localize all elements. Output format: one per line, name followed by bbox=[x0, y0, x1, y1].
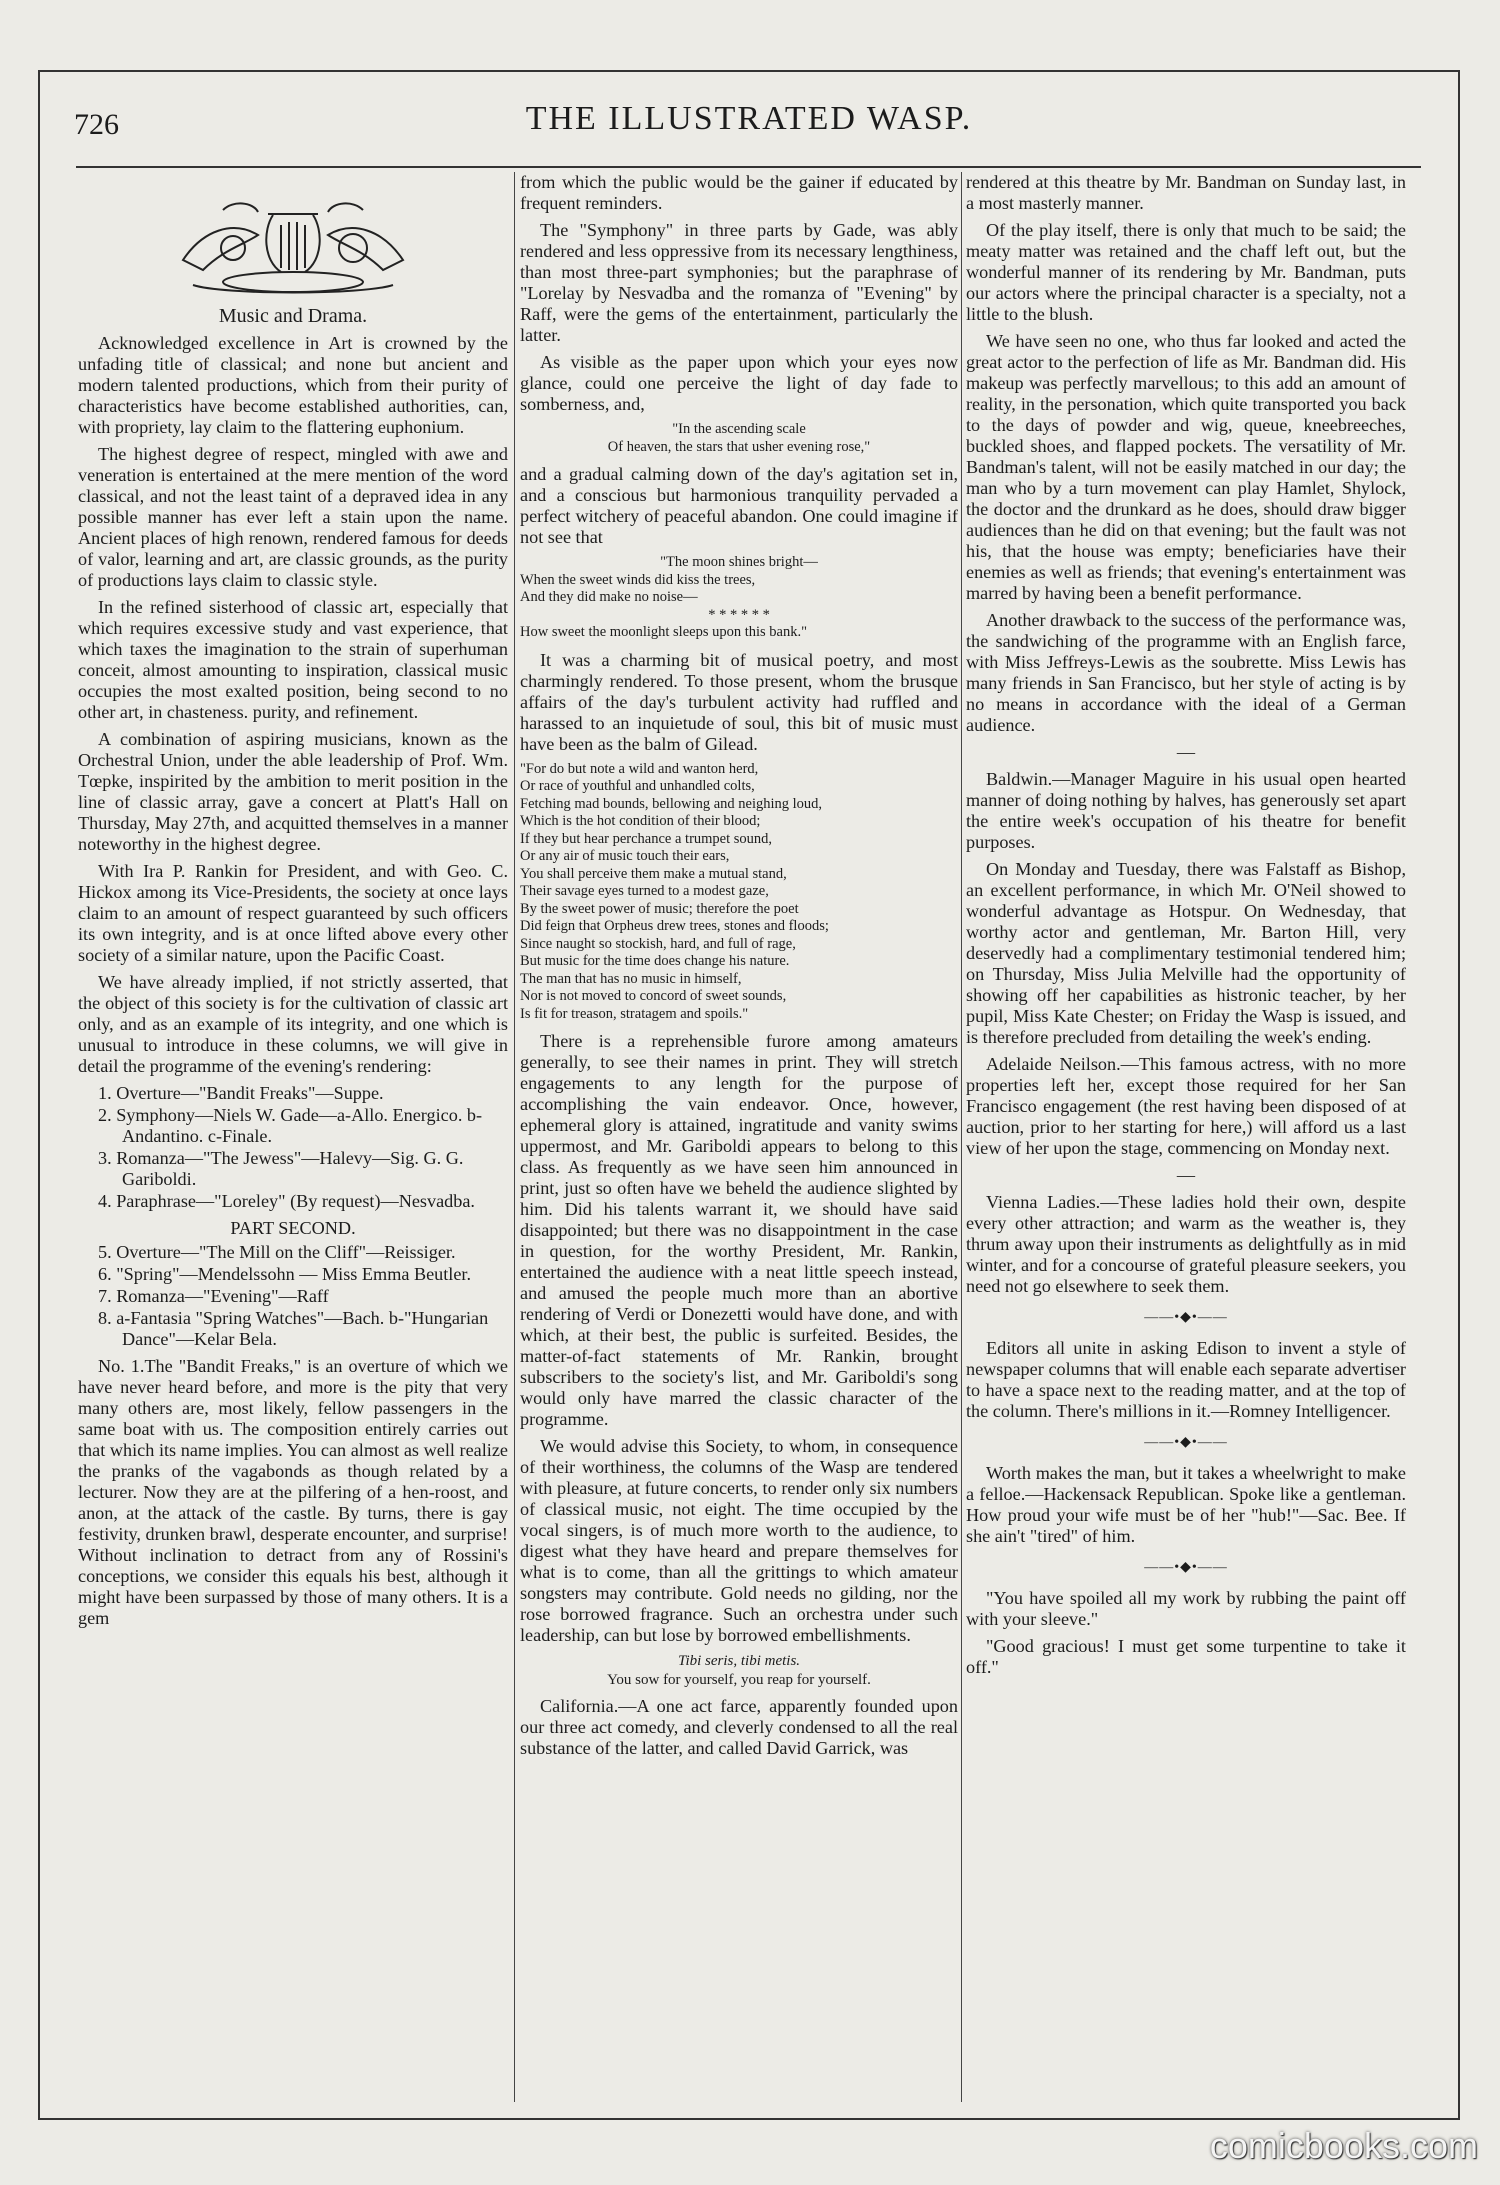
paragraph: Worth makes the man, but it takes a wheelwright to make a felloe.—Hackensack Republican. Spoke like a gentleman. How proud your wife must be of her "hub!"—Sac. Bee. If she ain't "tired" of him. bbox=[966, 1463, 1406, 1546]
programme-item: 8. a-Fantasia "Spring Watches"—Bach. b-"Hungarian Dance"—Kelar Bela. bbox=[98, 1308, 489, 1349]
paragraph: "You have spoiled all my work by rubbing the paint off with your sleeve." bbox=[966, 1588, 1406, 1629]
paragraph: We would advise this Society, to whom, in consequence of their worthiness, the columns of the Wasp are tendered with pleasure, at future concerts, to render only six numbers of classical music, not eight. The time occupied by the vocal singers, is of much more worth to the audience, to digest what they have heard and prepare themselves for what is to come, than all the grittings to which amateur songsters may contribute. Gold needs no gilding, nor the rose borrowed fragrance. Such an orchestra under such leadership, can but lose by borrowed embellishments. bbox=[520, 1436, 958, 1645]
paragraph: A combination of aspiring musicians, known as the Orchestral Union, under the able leadership of Prof. Wm. Tœpke, inspirited by the ambition to merit position in the line of classic array, gave a concert at Platt's Hall on Thursday, May 27th, and acquitted themselves in a manner noteworthy in the highest degree. bbox=[78, 729, 508, 854]
page-number: 726 bbox=[74, 108, 119, 141]
column-3 bbox=[966, 172, 1406, 2102]
paragraph: The "Symphony" in three parts by Gade, was ably rendered and less oppressive from its necessary lengthiness, than most three-part symphonies; but the paraphrase of "Lorelay by Nesvadba and the romanza of "Evening" by Raff, were the gems of the entertainment, particularly the latter. bbox=[520, 220, 958, 345]
paragraph: We have already implied, if not strictly asserted, that the object of this society is for the cultivation of classic art only, and as an example of its integrity, and one which is unusual to introduce in these columns, we will give in detail the programme of the evening's rendering: bbox=[78, 972, 508, 1076]
quote-line: Since naught so stockish, hard, and full of rage, bbox=[520, 935, 796, 952]
ornamental-rule: ——•◆•—— bbox=[1144, 1310, 1228, 1325]
watermark-logo: comicbooks.com bbox=[1209, 2125, 1478, 2166]
quote-line: Or race of youthful and unhandled colts, bbox=[520, 778, 755, 794]
quote-line: "In the ascending scale bbox=[672, 421, 806, 437]
paragraph: We have seen no one, who thus far looked and acted the great actor to the perfection of life as Mr. Bandman did. His makeup was perfectly marvellous; to this add an amount of reality, in the personation, which quite transported you back to the days of powder and wig, queue, kneebreeches, buckled shoes, and flapped pockets. The versatility of Mr. Bandman's talent, will not be easily matched in our day; the man who by a turn movement can play Hamlet, Shylock, the doctor and the drunkard as he does, should draw bigger audiences than he did on that evening; but the fault was not his, that the house was empty; beneficiaries have their enemies as well as friends; that evening's entertainment was marred by having been a benefit performance. bbox=[966, 331, 1406, 603]
programme-item: 6. "Spring"—Mendelssohn — Miss Emma Beutler. bbox=[98, 1264, 472, 1284]
quote-line: If they but hear perchance a trumpet sound, bbox=[520, 830, 773, 847]
quotation bbox=[520, 554, 958, 642]
column-2 bbox=[520, 172, 958, 2102]
quote-line: Is fit for treason, stratagem and spoils." bbox=[520, 1005, 749, 1022]
paragraph: Acknowledged excellence in Art is crowned by the unfading title of classical; and none but ancient and modern talented productions, which from their purity of characteristics have become established authorities, can, with propriety, lay claim to the flattering euphonium. bbox=[78, 333, 508, 437]
programme-item: 2. Symphony—Niels W. Gade—a-Allo. Energico. b-Andantino. c-Finale. bbox=[98, 1105, 483, 1146]
quote-line: But music for the time does change his nature. bbox=[520, 953, 790, 969]
quote-line: The man that has no music in himself, bbox=[520, 970, 742, 987]
paragraph: Editors all unite in asking Edison to invent a style of newspaper columns that will enable each separate advertiser to have a space next to the reading matter, and at the top of the column. There's millions in it.—Romney Intelligencer. bbox=[966, 1338, 1406, 1421]
programme-item: 4. Paraphrase—"Loreley" (By request)—Nesvadba. bbox=[98, 1191, 475, 1211]
separator-dash: — bbox=[1176, 742, 1196, 762]
quote-line: Did feign that Orpheus drew trees, stones and floods; bbox=[520, 918, 829, 934]
programme-list bbox=[78, 1242, 508, 1350]
programme-list bbox=[78, 1083, 508, 1212]
motto-latin: Tibi seris, tibi metis. bbox=[677, 1653, 801, 1669]
column-1 bbox=[78, 172, 508, 2102]
paragraph: Adelaide Neilson.—This famous actress, with no more properties left her, except those required for her San Francisco engagement (the rest having been disposed of at auction, prior to her starting for here,) will afford us a last view of her upon the stage, commencing on Monday next. bbox=[966, 1054, 1406, 1158]
separator-dash: — bbox=[1176, 1165, 1196, 1185]
programme-item: 5. Overture—"The Mill on the Cliff"—Reissiger. bbox=[98, 1242, 456, 1262]
column-divider bbox=[514, 172, 515, 2102]
quote-line: You shall perceive them make a mutual stand, bbox=[520, 865, 787, 882]
page-header bbox=[38, 100, 1460, 148]
paragraph: It was a charming bit of musical poetry, and most charmingly rendered. To those present, whom the brusque affairs of the day's turbulent activity had ruffled and harassed to an inquietude of soul, this bit of music must have been as the balm of Gilead. bbox=[520, 649, 958, 754]
ornamental-rule: ——•◆•—— bbox=[1144, 1435, 1228, 1450]
paragraph: There is a reprehensible furore among amateurs generally, to see their names in print. They will stretch engagements to any length for the purpose of accomplishing the vain endeavor. Once, however, ephemeral glory is attained, ingratitude and vanity swims uppermost, and Mr. Gariboldi appears to belong to this class. As frequently as we have seen him announced in print, just so often have we beheld the audience slighted by him. Did his talents warrant it, we should have said disappointed; but there was no disappointment in the case in question, for the worthy President, Mr. Rankin, entertained the audience with a neat little speech instead, and amused the people much more than an abortive rendering of Verdi or Donezetti would have done, and with which, at their best, the public is surfeited. Besides, the matter-of-fact statements of Mr. Rankin, brought subscribers to the society's list, and Mr. Gariboldi's song would only have marred the classic character of the programme. bbox=[520, 1031, 958, 1429]
paragraph: The highest degree of respect, mingled with awe and veneration is entertained at the mere mention of the word classical, and not the least taint of a depraved idea in any possible manner has ever left a stain upon the name. Ancient places of high renown, rendered famous for deeds of valor, learning and art, are classic grounds, as the purity of productions lays claim to classic style. bbox=[78, 444, 508, 590]
quote-line: Or any air of music touch their ears, bbox=[520, 848, 730, 864]
paragraph: In the refined sisterhood of classic art, especially that which requires excessive study and vast experience, that which taxes the imagination to the strain of superhuman conceit, almost amounting to inspiration, classical music occupies the most exalted position, being second to no other art, in chasteness. purity, and refinement. bbox=[78, 597, 508, 722]
column-divider bbox=[961, 172, 962, 2102]
paragraph: Another drawback to the success of the performance was, the sandwiching of the programme with an English farce, with Miss Jeffreys-Lewis as the soubrette. Miss Lewis has many friends in San Francisco, but her style of acting is by no means in accordance with the ideal of a German audience. bbox=[966, 610, 1406, 735]
paragraph: No. 1.The "Bandit Freaks," is an overture of which we have never heard before, and more is the pity that very many others are, most likely, fellow passengers in the same boat with us. The composition entirely carries out that which its name implies. You can almost as well realize the pranks of the vagabonds as though related by a lecturer. Now they are at the pilfering of a hen-roost, and anon, at the attack of the castle. By turns, there is gay festivity, drunken brawl, desperate encounter, and surprise! Without inclination to detract from any of Rossini's conceptions, we consider this equals his best, although it might have been surpassed by those of many others. It is a gem bbox=[78, 1356, 508, 1628]
paragraph: from which the public would be the gainer if educated by frequent reminders. bbox=[520, 172, 958, 213]
quotation bbox=[520, 761, 958, 1024]
masthead-title: THE ILLUSTRATED WASP. bbox=[525, 100, 973, 137]
ornamental-rule: ——•◆•—— bbox=[1144, 1560, 1228, 1575]
lyre-ornament-icon bbox=[163, 190, 423, 300]
quote-line: Of heaven, the stars that usher evening rose," bbox=[607, 438, 871, 455]
paragraph: California.—A one act farce, apparently founded upon our three act comedy, and cleverly condensed to all the real substance of the latter, and called David Garrick, was bbox=[520, 1696, 958, 1758]
paragraph: Vienna Ladies.—These ladies hold their own, despite every other attraction; and warm as the weather is, they thrum away upon their instruments as delightfully as in mid winter, and for a concourse of grateful pleasure seekers, you need not go elsewhere to seek them. bbox=[966, 1192, 1406, 1296]
paragraph: With Ira P. Rankin for President, and with Geo. C. Hickox among its Vice-Presidents, the society at once lays claim to an amount of respect guaranteed by such officers its own integrity, and is at once lifted above every other society of a similar nature, upon the Pacific Coast. bbox=[78, 861, 508, 965]
programme-item: 7. Romanza—"Evening"—Raff bbox=[98, 1286, 329, 1306]
motto-translation: You sow for yourself, you reap for yourself. bbox=[607, 1672, 871, 1688]
quote-line: And they did make no noise— bbox=[520, 589, 698, 605]
paragraph: As visible as the paper upon which your eyes now glance, could one perceive the light of day fade to somberness, and, bbox=[520, 352, 958, 414]
latin-motto bbox=[520, 1652, 958, 1690]
quote-line: How sweet the moonlight sleeps upon this bank." bbox=[520, 624, 808, 640]
paragraph: On Monday and Tuesday, there was Falstaff as Bishop, an excellent performance, in which Mr. O'Neil showed to wonderful advantage as Hotspur. On Wednesday, that worthy actor and gentleman, Mr. Barton Hill, very deservedly had a complimentary testimonial tendered him; on Thursday, Miss Julia Melville had the opportunity of showing off her capabilities as histronic teacher, by her pupil, Miss Kate Chester; on Friday the Wasp is issued, and is therefore precluded from detailing the week's ending. bbox=[966, 859, 1406, 1047]
quote-line: When the sweet winds did kiss the trees, bbox=[520, 571, 756, 588]
programme-item: 1. Overture—"Bandit Freaks"—Suppe. bbox=[98, 1083, 384, 1103]
paragraph: Of the play itself, there is only that much to be said; the meaty matter was retained and the chaff left out, but the wonderful manner of its rendering by Mr. Bandman, puts our actors where the principal character is a specialty, not a little to the blush. bbox=[966, 220, 1406, 324]
header-rule bbox=[76, 166, 1421, 168]
paragraph: Baldwin.—Manager Maguire in his usual open hearted manner of doing nothing by halves, has generously set apart the entire week's occupation of his theatre for benefit purposes. bbox=[966, 769, 1406, 852]
paragraph: and a gradual calming down of the day's agitation set in, and a conscious but harmonious tranquility pervaded a perfect witchery of peaceful abandon. One could imagine if not see that bbox=[520, 464, 958, 547]
quotation bbox=[520, 421, 958, 456]
quote-line: Nor is not moved to concord of sweet sounds, bbox=[520, 988, 787, 1004]
quote-line: Their savage eyes turned to a modest gaze, bbox=[520, 883, 769, 899]
paragraph: "Good gracious! I must get some turpentine to take it off." bbox=[966, 1636, 1406, 1677]
paragraph: rendered at this theatre by Mr. Bandman on Sunday last, in a most masterly manner. bbox=[966, 172, 1406, 213]
quote-line: * * * * * * bbox=[708, 606, 770, 623]
programme-item: 3. Romanza—"The Jewess"—Halevy—Sig. G. G. Gariboldi. bbox=[98, 1148, 464, 1189]
quote-line: By the sweet power of music; therefore the poet bbox=[520, 900, 799, 917]
quote-line: Which is the hot condition of their blood; bbox=[520, 813, 761, 829]
section-title: Music and Drama. bbox=[218, 305, 368, 327]
quote-line: Fetching mad bounds, bellowing and neighing loud, bbox=[520, 795, 823, 812]
quote-line: "The moon shines bright— bbox=[660, 554, 818, 570]
part-second-title: PART SECOND. bbox=[230, 1218, 356, 1238]
quote-line: "For do but note a wild and wanton herd, bbox=[520, 760, 759, 777]
